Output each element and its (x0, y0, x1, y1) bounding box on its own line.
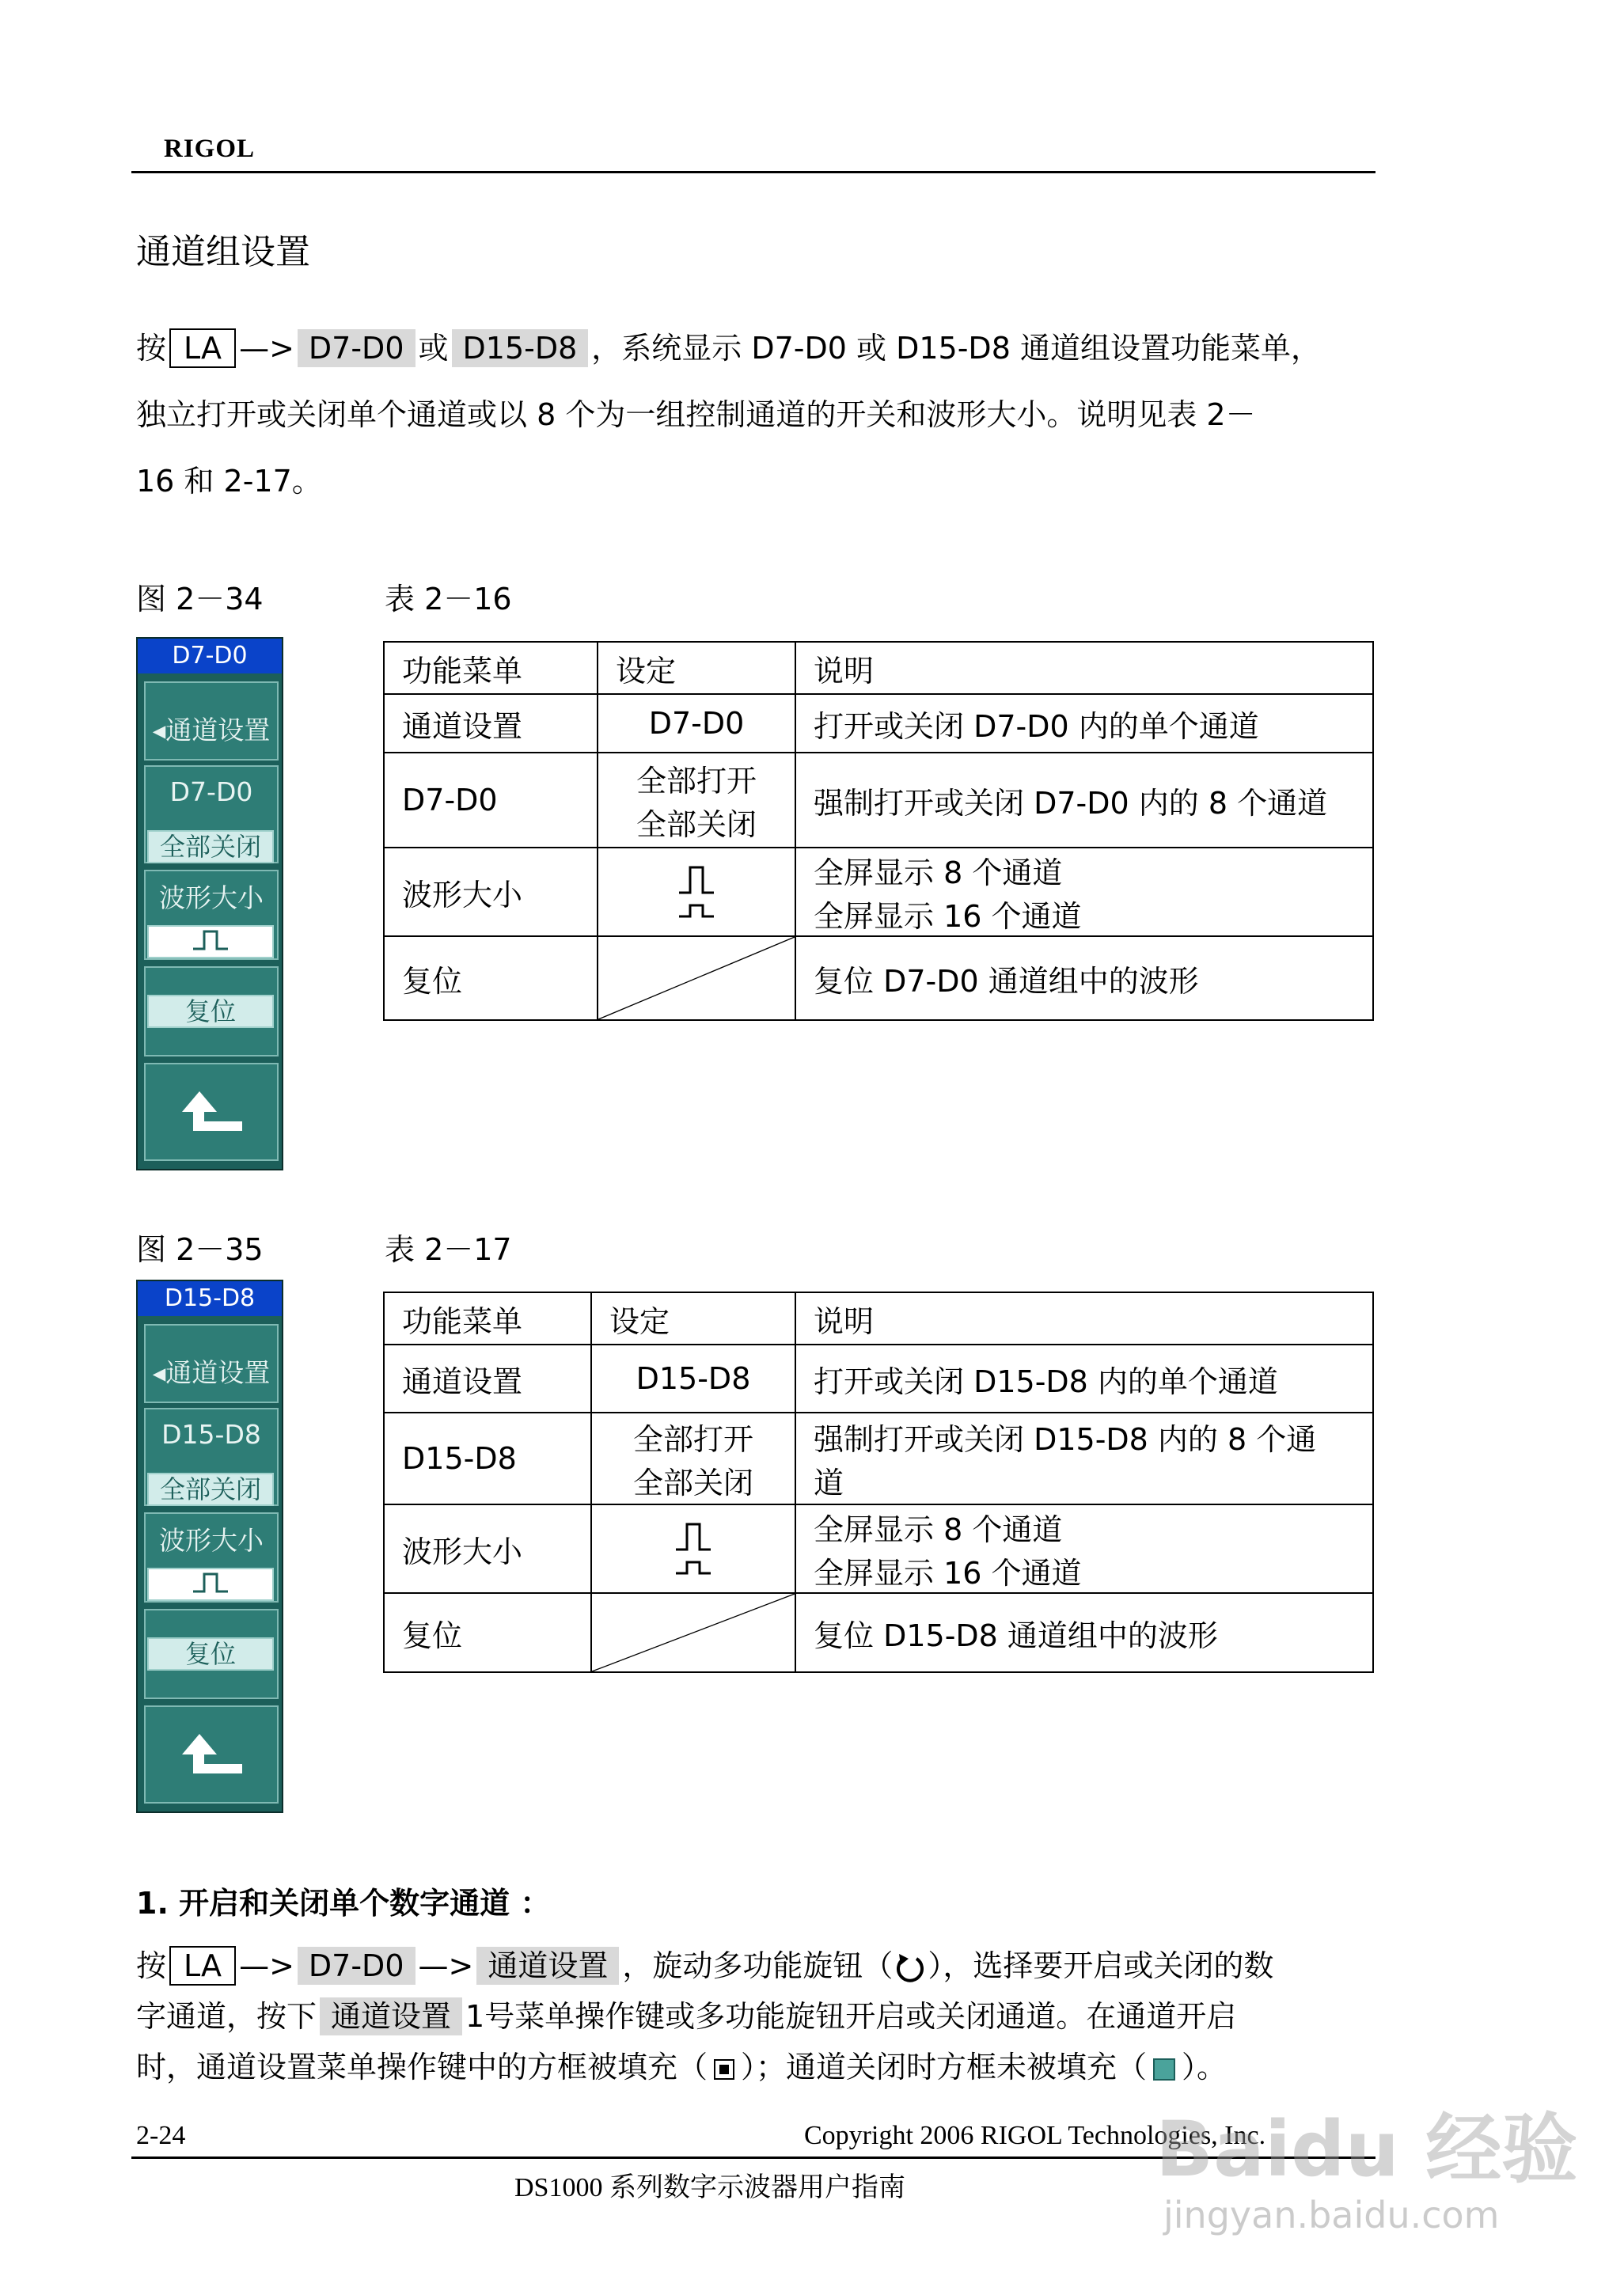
copyright: Copyright 2006 RIGOL Technologies, Inc. (804, 2121, 1266, 2150)
cell-menu: 通道设置 (384, 694, 598, 753)
desc-line-1: 强制打开或关闭 D15-D8 内的 8 个通 (814, 1422, 1317, 1457)
or-text: 或 (418, 331, 449, 366)
cell-description (795, 1413, 1373, 1504)
filled-box-icon (714, 2059, 734, 2080)
table-caption-2-17: 表 2－17 (385, 1232, 512, 1267)
wave-size-large-icon (147, 925, 274, 958)
table-row (384, 1413, 1373, 1504)
multi-function-knob-icon (893, 1952, 928, 1984)
menu-button-channel-setup[interactable] (144, 1324, 279, 1403)
figure-caption-2-34: 图 2－34 (136, 582, 264, 616)
menu-button-return[interactable] (144, 1705, 279, 1804)
table-row (384, 936, 1373, 1020)
menu-label-reset: 复位 (147, 1637, 274, 1671)
intro-line-1 (136, 315, 1379, 381)
arrow-text: —> (239, 331, 294, 366)
arrow-text: —> (418, 1948, 474, 1983)
cell-setting (598, 848, 795, 936)
la-key: LA (169, 1946, 236, 1986)
menu-label-channel-setup: ◂通道设置 (152, 715, 271, 745)
cell-menu: D15-D8 (384, 1413, 591, 1504)
step-line-1-rest: ，旋动多功能旋钮（ (622, 1948, 894, 1983)
brand-logo-text: RIGOL (164, 135, 256, 163)
step-line-1-end: ），选择要开启或关闭的数 (928, 1948, 1274, 1983)
cell-menu: D7-D0 (384, 753, 598, 848)
step-line-1 (136, 1940, 1379, 1991)
table-caption-2-16: 表 2－16 (385, 582, 512, 616)
header-menu: 功能菜单 (384, 642, 598, 694)
table-row (384, 1345, 1373, 1413)
desc-line-2: 道 (814, 1466, 844, 1500)
menu-button-return[interactable] (144, 1063, 279, 1161)
header-rule (131, 171, 1375, 173)
table-row (384, 694, 1373, 753)
intro-paragraph (136, 315, 1379, 514)
desc-16-channels: 全屏显示 16 个通道 (814, 1556, 1082, 1591)
cell-setting (591, 1413, 795, 1504)
cell-setting: D15-D8 (591, 1345, 795, 1413)
cell-setting-empty (598, 936, 795, 1020)
figure-caption-2-35: 图 2－35 (136, 1232, 264, 1267)
table-header-row (384, 1292, 1373, 1345)
cell-description: 强制打开或关闭 D7-D0 内的 8 个通道 (795, 753, 1373, 848)
cell-menu: 波形大小 (384, 848, 598, 936)
scope-menu-d15-d8 (136, 1280, 283, 1813)
cell-setting (598, 753, 795, 848)
step-line-2: 字通道，按下 通道设置 1号菜单操作键或多功能旋钮开启或关闭通道。在通道开启 (136, 1999, 1237, 2034)
cell-description: 复位 D7-D0 通道组中的波形 (795, 936, 1373, 1020)
menu-label-channel-setup: ◂通道设置 (152, 1357, 271, 1388)
scope-menu-d7-d0 (136, 637, 283, 1170)
cell-description: 复位 D15-D8 通道组中的波形 (795, 1593, 1373, 1672)
cell-setting-empty (591, 1593, 795, 1672)
menu-title: D15-D8 (138, 1281, 282, 1316)
empty-box-icon (1153, 2058, 1175, 2081)
page-number: 2-24 (136, 2121, 186, 2150)
step-1-paragraph (136, 1940, 1379, 2092)
press-text: 按 (136, 331, 167, 366)
press-text: 按 (136, 1948, 167, 1983)
intro-line-3: 16 和 2-17。 (136, 464, 322, 499)
menu-title: D7-D0 (138, 639, 282, 673)
cell-setting: D7-D0 (598, 694, 795, 753)
header-description: 说明 (795, 642, 1373, 694)
softkey-d15-d8: D15-D8 (452, 329, 589, 367)
la-key: LA (169, 328, 236, 368)
cell-description (795, 848, 1373, 936)
setting-all-off: 全部关闭 (636, 807, 757, 842)
cell-menu: 波形大小 (384, 1504, 591, 1593)
menu-label-group: D7-D0 (169, 776, 253, 807)
softkey-d7-d0: D7-D0 (298, 1947, 415, 1985)
cell-menu: 复位 (384, 1593, 591, 1672)
cell-description: 打开或关闭 D7-D0 内的单个通道 (795, 694, 1373, 753)
pulse-large-icon (673, 863, 720, 897)
return-arrow-icon (177, 1088, 245, 1136)
softkey-channel-setup: 通道设置 (476, 1947, 619, 1985)
desc-8-channels: 全屏显示 8 个通道 (814, 1512, 1063, 1547)
setting-all-on: 全部打开 (636, 764, 757, 799)
arrow-text: —> (239, 1948, 294, 1983)
table-2-16 (383, 641, 1374, 1021)
wave-size-large-icon (147, 1568, 274, 1601)
menu-label-wave-size: 波形大小 (159, 882, 264, 913)
table-header-row (384, 642, 1373, 694)
table-row (384, 753, 1373, 848)
table-row (384, 1593, 1373, 1672)
intro-line-1-rest: ，系统显示 D7-D0 或 D15-D8 通道组设置功能菜单， (591, 331, 1321, 366)
table-2-17 (383, 1292, 1374, 1673)
menu-label-reset: 复位 (147, 995, 274, 1028)
return-arrow-icon (177, 1731, 245, 1778)
header-setting: 设定 (598, 642, 795, 694)
setting-all-on: 全部打开 (632, 1422, 753, 1457)
header-menu: 功能菜单 (384, 1292, 591, 1345)
pulse-large-icon (670, 1519, 717, 1554)
watermark-url: jingyan.baidu.com (1163, 2194, 1500, 2236)
menu-value-all-off: 全部关闭 (147, 1473, 274, 1506)
menu-label-group: D15-D8 (161, 1419, 261, 1450)
cell-setting (591, 1504, 795, 1593)
menu-value-all-off: 全部关闭 (147, 830, 274, 863)
softkey-d7-d0: D7-D0 (298, 329, 415, 367)
header-setting: 设定 (591, 1292, 795, 1345)
cell-menu: 通道设置 (384, 1345, 591, 1413)
intro-line-2: 独立打开或关闭单个通道或以 8 个为一组控制通道的开关和波形大小。说明见表 2－ (136, 397, 1256, 432)
pulse-small-icon (670, 1554, 717, 1578)
softkey-channel-setup: 通道设置 (320, 1997, 462, 2035)
table-row (384, 1504, 1373, 1593)
setting-all-off: 全部关闭 (632, 1466, 753, 1500)
watermark-logo: Baidu 经验 (1155, 2105, 1578, 2194)
pulse-small-icon (673, 897, 720, 921)
menu-button-channel-setup[interactable] (144, 681, 279, 761)
table-row (384, 848, 1373, 936)
header-description: 说明 (795, 1292, 1373, 1345)
step-1-title: 1. 开启和关闭单个数字通道 ： (136, 1886, 551, 1921)
cell-description: 打开或关闭 D15-D8 内的单个通道 (795, 1345, 1373, 1413)
section-title: 通道组设置 (136, 232, 310, 272)
cell-menu: 复位 (384, 936, 598, 1020)
step-line-3: 时，通道设置菜单操作键中的方框被填充（ ）；通道关闭时方框未被填充（ ）。 (136, 2050, 1227, 2084)
cell-description (795, 1504, 1373, 1593)
desc-8-channels: 全屏显示 8 个通道 (814, 855, 1063, 890)
menu-label-wave-size: 波形大小 (159, 1525, 264, 1556)
desc-16-channels: 全屏显示 16 个通道 (814, 899, 1082, 934)
manual-title: DS1000 系列数字示波器用户指南 (514, 2173, 905, 2202)
